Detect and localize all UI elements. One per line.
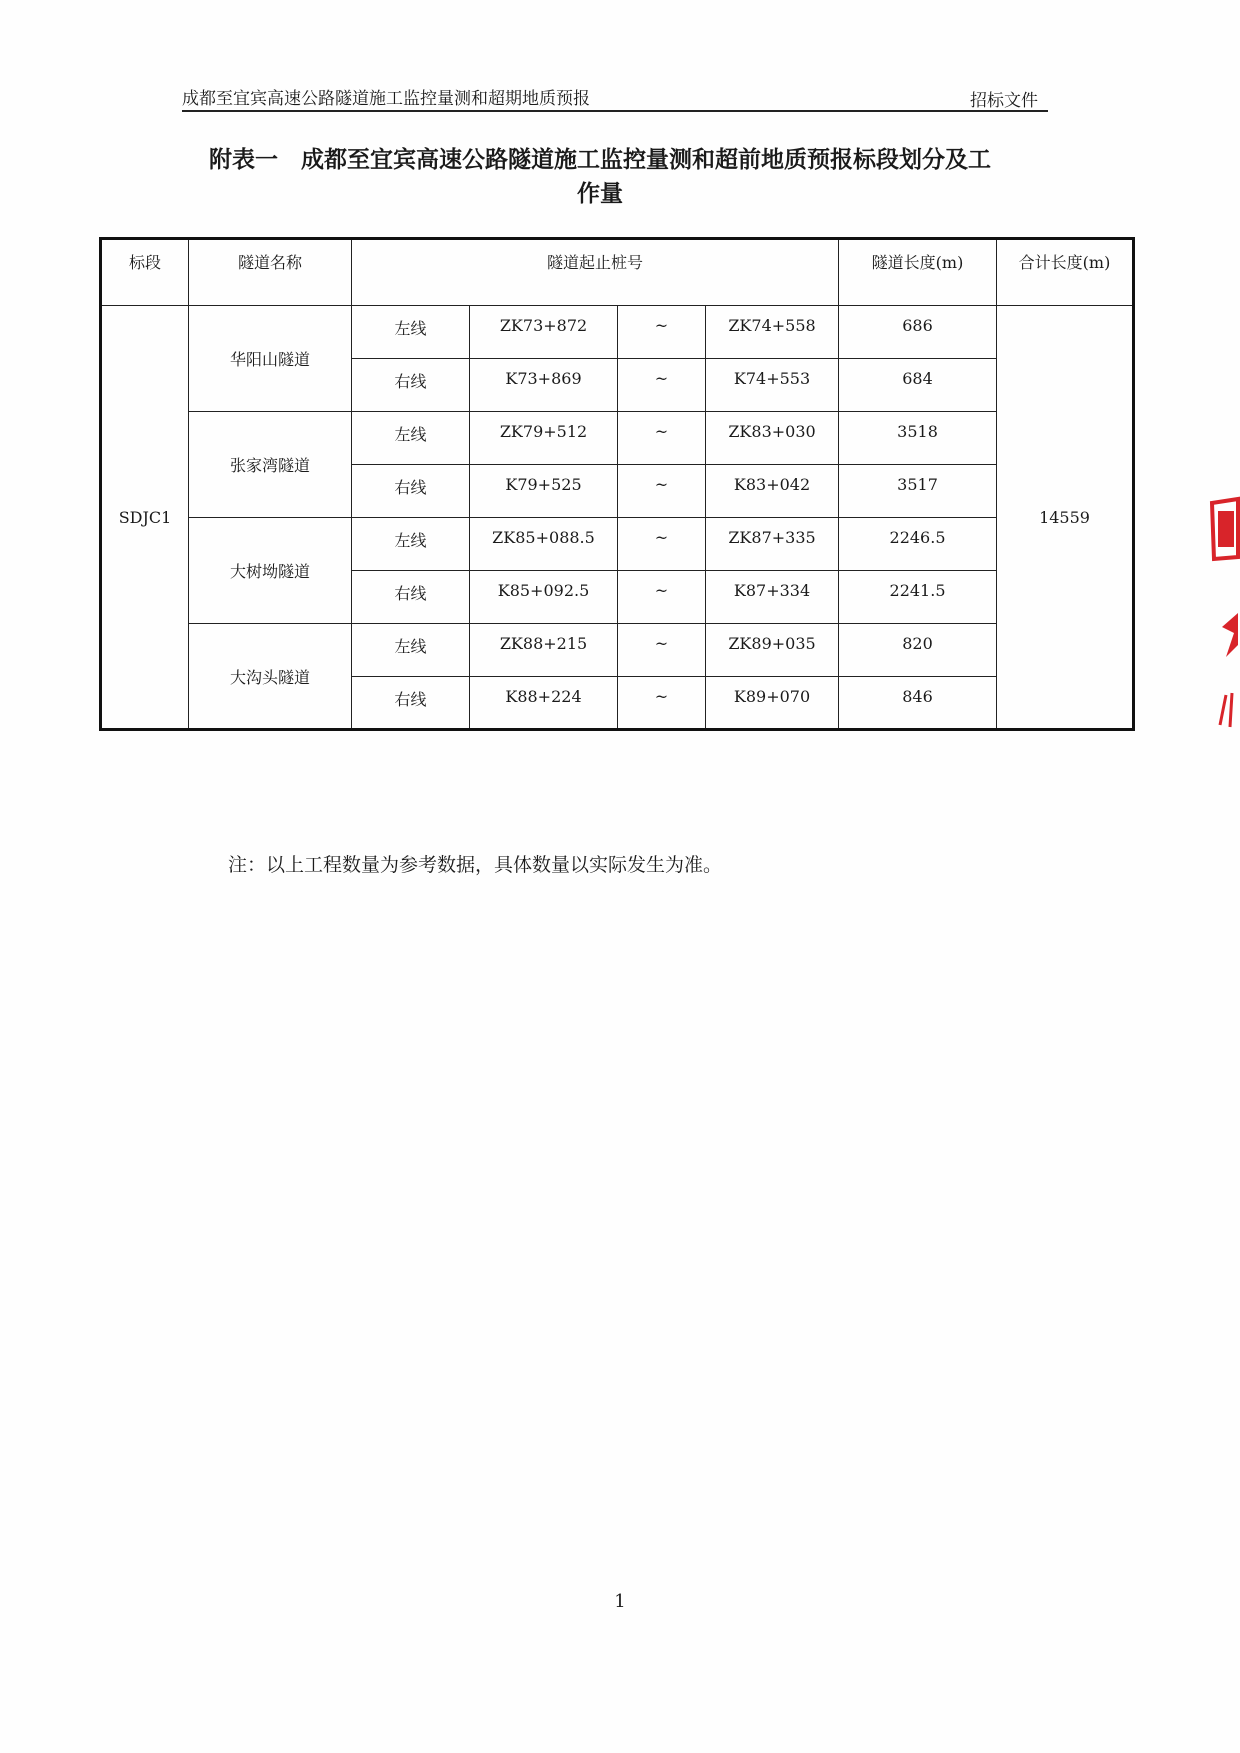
length-cell: 2246.5 xyxy=(839,518,997,571)
header-total: 合计长度(m) xyxy=(997,239,1134,306)
table-row xyxy=(101,412,1134,465)
end-chainage-cell: K87+334 xyxy=(706,571,839,624)
table-title-line-1: 附表一 成都至宜宾高速公路隧道施工监控量测和超前地质预报标段划分及工 xyxy=(209,146,991,173)
tunnel-name-cell: 大沟头隧道 xyxy=(189,624,352,730)
line-cell: 右线 xyxy=(352,571,470,624)
length-cell: 3518 xyxy=(839,412,997,465)
end-chainage-cell: ZK87+335 xyxy=(706,518,839,571)
line-cell: 右线 xyxy=(352,465,470,518)
tilde-cell: ~ xyxy=(618,518,706,571)
start-chainage-cell: ZK88+215 xyxy=(470,624,618,677)
tunnel-name-cell: 华阳山隧道 xyxy=(189,306,352,412)
start-chainage-cell: ZK79+512 xyxy=(470,412,618,465)
tilde-cell: ~ xyxy=(618,306,706,359)
end-chainage-cell: ZK89+035 xyxy=(706,624,839,677)
tunnel-workload-table xyxy=(99,237,1135,731)
start-chainage-cell: K85+092.5 xyxy=(470,571,618,624)
table-note: 注：以上工程数量为参考数据，具体数量以实际发生为准。 xyxy=(228,854,723,876)
header-document-title: 成都至宜宾高速公路隧道施工监控量测和超期地质预报 xyxy=(182,89,590,109)
tunnel-name-cell: 张家湾隧道 xyxy=(189,412,352,518)
length-cell: 2241.5 xyxy=(839,571,997,624)
tilde-cell: ~ xyxy=(618,677,706,730)
header-section: 标段 xyxy=(101,239,189,306)
table-title xyxy=(150,143,1050,211)
page-number: 1 xyxy=(614,1591,626,1612)
header-length: 隧道长度(m) xyxy=(839,239,997,306)
line-cell: 左线 xyxy=(352,624,470,677)
tilde-cell: ~ xyxy=(618,412,706,465)
length-cell: 846 xyxy=(839,677,997,730)
tilde-cell: ~ xyxy=(618,624,706,677)
length-cell: 3517 xyxy=(839,465,997,518)
line-cell: 左线 xyxy=(352,306,470,359)
tilde-cell: ~ xyxy=(618,571,706,624)
length-cell: 686 xyxy=(839,306,997,359)
start-chainage-cell: ZK73+872 xyxy=(470,306,618,359)
total-length-cell: 14559 xyxy=(997,306,1134,730)
line-cell: 右线 xyxy=(352,677,470,730)
header-tunnel-name: 隧道名称 xyxy=(189,239,352,306)
end-chainage-cell: ZK74+558 xyxy=(706,306,839,359)
page-header xyxy=(182,82,1048,112)
start-chainage-cell: K88+224 xyxy=(470,677,618,730)
table-title-line-2: 作量 xyxy=(577,180,623,207)
end-chainage-cell: K74+553 xyxy=(706,359,839,412)
start-chainage-cell: K79+525 xyxy=(470,465,618,518)
tunnel-name-cell: 大树坳隧道 xyxy=(189,518,352,624)
header-document-type: 招标文件 xyxy=(970,91,1038,111)
line-cell: 左线 xyxy=(352,518,470,571)
length-cell: 684 xyxy=(839,359,997,412)
start-chainage-cell: K73+869 xyxy=(470,359,618,412)
tilde-cell: ~ xyxy=(618,465,706,518)
section-cell: SDJC1 xyxy=(101,306,189,730)
length-cell: 820 xyxy=(839,624,997,677)
header-chainage: 隧道起止桩号 xyxy=(352,239,839,306)
end-chainage-cell: K83+042 xyxy=(706,465,839,518)
table-row xyxy=(101,518,1134,571)
table-header-row xyxy=(101,239,1134,306)
tilde-cell: ~ xyxy=(618,359,706,412)
line-cell: 左线 xyxy=(352,412,470,465)
end-chainage-cell: K89+070 xyxy=(706,677,839,730)
start-chainage-cell: ZK85+088.5 xyxy=(470,518,618,571)
end-chainage-cell: ZK83+030 xyxy=(706,412,839,465)
line-cell: 右线 xyxy=(352,359,470,412)
table-row xyxy=(101,624,1134,677)
table-row xyxy=(101,306,1134,359)
red-seal-stamp-fragment xyxy=(1208,495,1240,735)
